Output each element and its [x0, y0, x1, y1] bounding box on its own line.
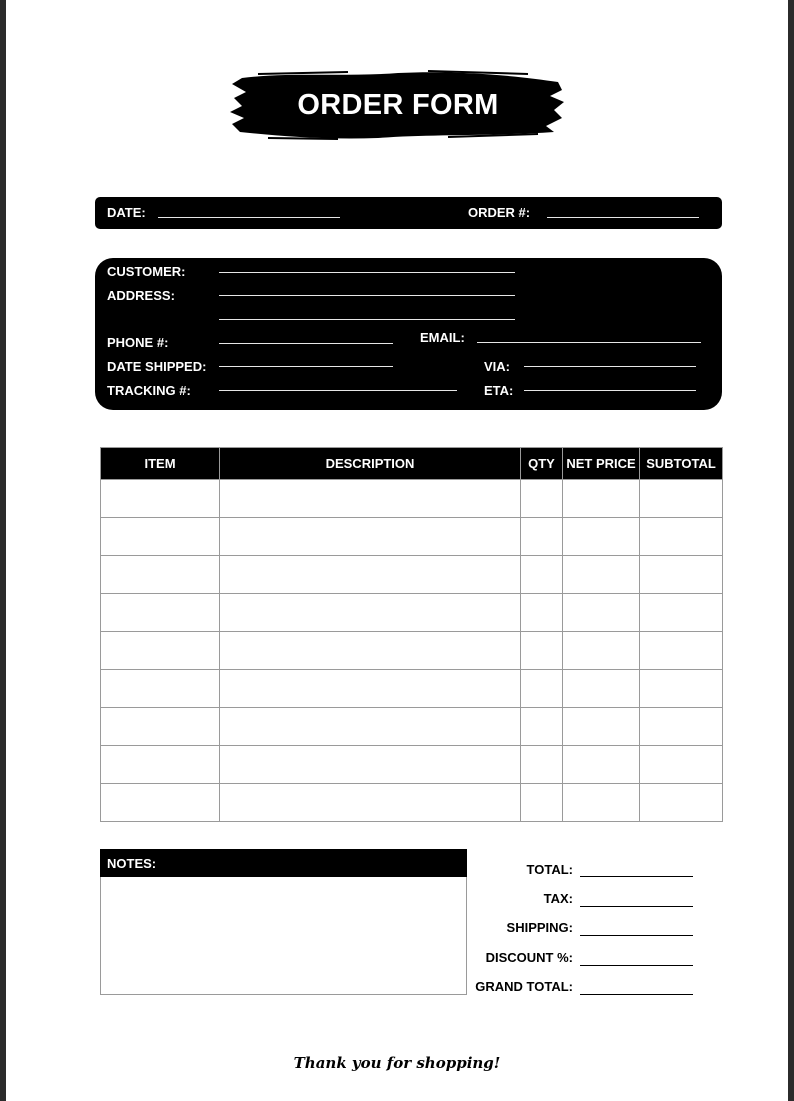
- net-price-cell[interactable]: [563, 632, 640, 670]
- address-field-line-1[interactable]: [219, 295, 515, 296]
- order-number-label: ORDER #:: [468, 205, 531, 220]
- email-label: EMAIL:: [420, 330, 465, 345]
- tracking-label: TRACKING #:: [107, 383, 191, 398]
- qty-cell[interactable]: [521, 670, 563, 708]
- item-cell[interactable]: [101, 594, 220, 632]
- notes-area[interactable]: [100, 877, 467, 995]
- description-cell[interactable]: [220, 518, 521, 556]
- total-label: TOTAL:: [526, 862, 573, 877]
- subtotal-cell[interactable]: [640, 518, 723, 556]
- customer-label: CUSTOMER:: [107, 264, 186, 279]
- description-cell[interactable]: [220, 594, 521, 632]
- description-cell[interactable]: [220, 746, 521, 784]
- description-cell[interactable]: [220, 708, 521, 746]
- subtotal-cell[interactable]: [640, 784, 723, 822]
- thank-you-message: Thank you for shopping!: [293, 1054, 501, 1072]
- qty-cell[interactable]: [521, 746, 563, 784]
- description-cell[interactable]: [220, 480, 521, 518]
- tax-label: TAX:: [543, 891, 573, 906]
- description-cell[interactable]: [220, 556, 521, 594]
- address-field-line-2[interactable]: [219, 319, 515, 320]
- net-price-cell[interactable]: [563, 784, 640, 822]
- table-row: [101, 594, 723, 632]
- item-cell[interactable]: [101, 480, 220, 518]
- date-field[interactable]: [158, 217, 340, 218]
- table-row: [101, 670, 723, 708]
- notes-header: NOTES:: [100, 849, 467, 877]
- table-header-row: [101, 448, 723, 480]
- qty-cell[interactable]: [521, 518, 563, 556]
- items-table: [100, 447, 723, 822]
- subtotal-cell[interactable]: [640, 480, 723, 518]
- tracking-field[interactable]: [219, 390, 457, 391]
- date-label: DATE:: [107, 205, 146, 220]
- page-title: ORDER FORM: [297, 88, 499, 121]
- subtotal-cell[interactable]: [640, 708, 723, 746]
- item-cell[interactable]: [101, 746, 220, 784]
- phone-field[interactable]: [219, 343, 393, 344]
- description-cell[interactable]: [220, 632, 521, 670]
- grand-total-label: GRAND TOTAL:: [475, 979, 573, 994]
- via-field[interactable]: [524, 366, 696, 367]
- customer-info-panel: [95, 258, 722, 410]
- item-cell[interactable]: [101, 518, 220, 556]
- column-header-subtotal: SUBTOTAL: [640, 448, 723, 480]
- shipping-label: SHIPPING:: [506, 920, 573, 935]
- item-cell[interactable]: [101, 784, 220, 822]
- customer-field[interactable]: [219, 272, 515, 273]
- net-price-cell[interactable]: [563, 594, 640, 632]
- description-cell[interactable]: [220, 670, 521, 708]
- column-header-description: DESCRIPTION: [220, 448, 521, 480]
- eta-label: ETA:: [484, 383, 514, 398]
- qty-cell[interactable]: [521, 594, 563, 632]
- subtotal-cell[interactable]: [640, 632, 723, 670]
- net-price-cell[interactable]: [563, 556, 640, 594]
- date-shipped-label: DATE SHIPPED:: [107, 359, 207, 374]
- subtotal-cell[interactable]: [640, 556, 723, 594]
- tax-field[interactable]: [580, 906, 693, 907]
- date-order-bar: [95, 197, 722, 229]
- shipping-field[interactable]: [580, 935, 693, 936]
- net-price-cell[interactable]: [563, 708, 640, 746]
- total-field[interactable]: [580, 876, 693, 877]
- table-row: [101, 708, 723, 746]
- net-price-cell[interactable]: [563, 746, 640, 784]
- table-row: [101, 556, 723, 594]
- table-row: [101, 632, 723, 670]
- qty-cell[interactable]: [521, 556, 563, 594]
- net-price-cell[interactable]: [563, 518, 640, 556]
- discount-label: DISCOUNT %:: [485, 950, 573, 965]
- column-header-net-price: NET PRICE: [563, 448, 640, 480]
- qty-cell[interactable]: [521, 480, 563, 518]
- eta-field[interactable]: [524, 390, 696, 391]
- item-cell[interactable]: [101, 708, 220, 746]
- discount-field[interactable]: [580, 965, 693, 966]
- order-number-field[interactable]: [547, 217, 699, 218]
- address-label: ADDRESS:: [107, 288, 175, 303]
- qty-cell[interactable]: [521, 708, 563, 746]
- qty-cell[interactable]: [521, 632, 563, 670]
- order-form-page: [6, 0, 788, 1101]
- via-label: VIA:: [484, 359, 510, 374]
- table-row: [101, 784, 723, 822]
- column-header-item: ITEM: [101, 448, 220, 480]
- email-field[interactable]: [477, 342, 701, 343]
- item-cell[interactable]: [101, 670, 220, 708]
- table-row: [101, 518, 723, 556]
- item-cell[interactable]: [101, 556, 220, 594]
- table-row: [101, 480, 723, 518]
- net-price-cell[interactable]: [563, 480, 640, 518]
- phone-label: PHONE #:: [107, 335, 169, 350]
- item-cell[interactable]: [101, 632, 220, 670]
- column-header-qty: QTY: [521, 448, 563, 480]
- description-cell[interactable]: [220, 784, 521, 822]
- subtotal-cell[interactable]: [640, 670, 723, 708]
- subtotal-cell[interactable]: [640, 746, 723, 784]
- date-shipped-field[interactable]: [219, 366, 393, 367]
- qty-cell[interactable]: [521, 784, 563, 822]
- subtotal-cell[interactable]: [640, 594, 723, 632]
- grand-total-field[interactable]: [580, 994, 693, 995]
- table-row: [101, 746, 723, 784]
- net-price-cell[interactable]: [563, 670, 640, 708]
